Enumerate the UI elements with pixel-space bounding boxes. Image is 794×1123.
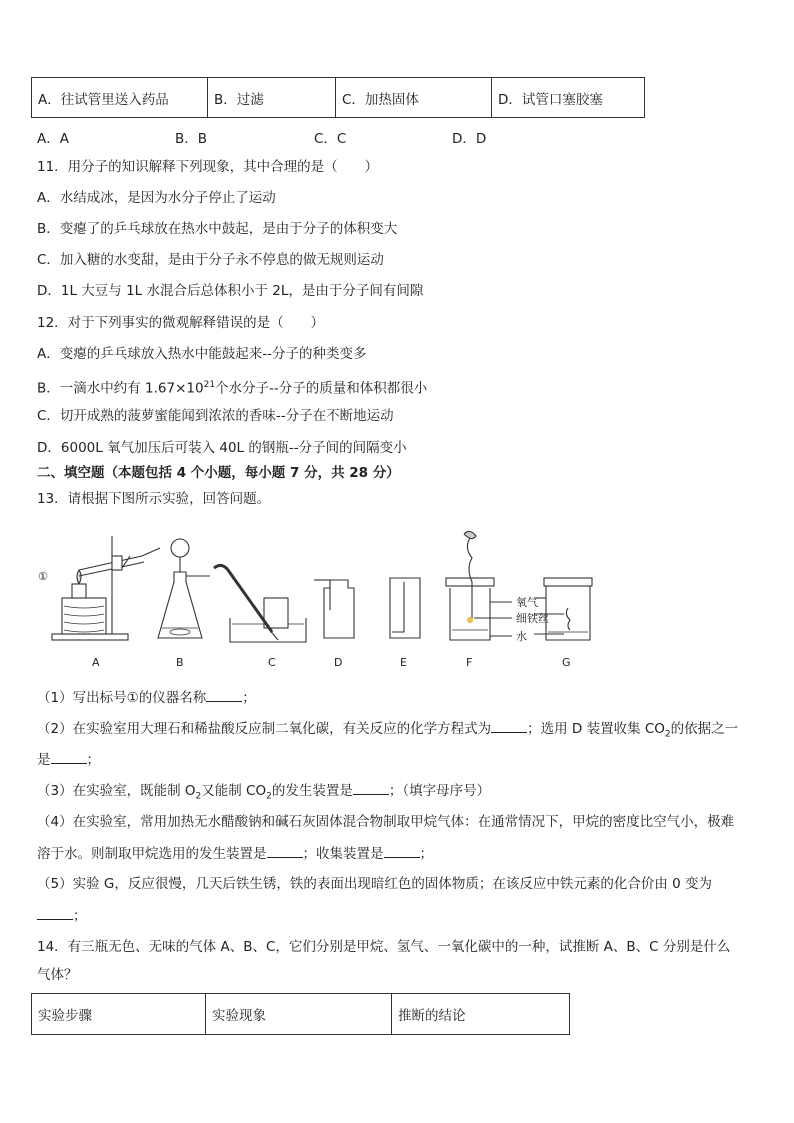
section-heading: 二、填空题（本题包括 4 个小题，每小题 7 分，共 28 分）	[37, 465, 400, 481]
label-b: B	[176, 656, 184, 669]
answer-blank[interactable]	[491, 718, 527, 733]
label-oxygen: 氧气	[516, 596, 538, 609]
q14-stem-cont: 气体？	[37, 967, 78, 983]
q11-stem: 11．用分子的知识解释下列现象，其中合理的是（ ）	[37, 159, 379, 175]
q13-part2-text: （2）在实验室用大理石和稀盐酸反应制二氧化碳，有关反应的化学方程式为	[37, 721, 492, 737]
apparatus-b	[158, 539, 210, 638]
label-f: F	[466, 656, 473, 669]
options-table	[31, 77, 645, 118]
answer-blank[interactable]	[267, 843, 303, 858]
q13-part5-cont	[37, 905, 87, 926]
label-iron-wire: 细铁丝	[516, 612, 549, 625]
answer-blank[interactable]	[353, 780, 389, 795]
answer-blank[interactable]	[384, 843, 420, 858]
q13-part2-text-b: ；选用 D 装置收集 CO	[527, 721, 665, 737]
apparatus-a	[52, 536, 160, 640]
label-a: A	[92, 656, 100, 669]
option-cell-b: B．过滤	[208, 78, 336, 118]
q13-part4-cont	[37, 843, 433, 864]
answer-blank[interactable]	[37, 905, 73, 920]
q11-option-b[interactable]: B．变瘪了的乒乓球放在热水中鼓起，是由于分子的体积变大	[37, 221, 398, 237]
q13-part1	[37, 687, 256, 708]
q13-part2-end: ；	[86, 752, 100, 768]
apparatus-d	[314, 580, 354, 638]
q13-part3-text-b: 又能制 CO	[201, 783, 267, 799]
q12-option-d[interactable]: D．6000L 氧气加压后可装入 40L 的钢瓶--分子间的间隔变小	[37, 440, 407, 456]
experiment-table	[31, 993, 570, 1035]
q13-part5: （5）实验 G，反应很慢，几天后铁生锈，铁的表面出现暗红色的固体物质；在该反应中铁元素的化合价由 0 变为	[37, 876, 713, 892]
option-cell-a: A．往试管里送入药品	[32, 78, 208, 118]
q13-part1-end: ；	[242, 690, 256, 706]
q13-part3-end: ；（填字母序号）	[388, 783, 491, 799]
q13-part2-text-c: 的依据之一	[670, 721, 739, 737]
q11-option-a[interactable]: A．水结成冰，是因为水分子停止了运动	[37, 190, 276, 206]
q13-part4-text-c: ；收集装置是	[302, 846, 384, 862]
q13-part4-text: 溶于水。则制取甲烷选用的发生装置是	[37, 846, 267, 862]
apparatus-figure	[34, 528, 594, 673]
header-conclusion: 推断的结论	[392, 994, 570, 1035]
o2-subscript: 2	[195, 791, 202, 802]
q13-part1-text: （1）写出标号①的仪器名称	[37, 690, 207, 706]
q11-option-d[interactable]: D．1L 大豆与 1L 水混合后总体积小于 2L，是由于分子间有间隙	[37, 283, 424, 299]
answer-blank[interactable]	[51, 749, 87, 764]
apparatus-c	[214, 565, 306, 642]
q13-part3-text-c: 的发生装置是	[271, 783, 353, 799]
q12-b-text-end: 个水分子--分子的质量和体积都很小	[215, 380, 428, 397]
q14-stem: 14．有三瓶无色、无味的气体 A、B、C，它们分别是甲烷、氢气、一氧化碳中的一种，试推断 A、B、C 分别是什么	[37, 939, 731, 955]
q13-part2-text-d: 是	[37, 752, 51, 768]
co2-subscript: 2	[266, 791, 272, 802]
label-e: E	[400, 656, 407, 669]
q12-b-exponent: 21	[203, 380, 216, 390]
q12-option-a[interactable]: A．变瘪的乒乓球放入热水中能鼓起来--分子的种类变多	[37, 346, 367, 362]
choice-a[interactable]: A．A	[37, 131, 69, 147]
q12-stem: 12．对于下列事实的微观解释错误的是（ ）	[37, 315, 325, 331]
q13-part4: （4）在实验室，常用加热无水醋酸钠和碱石灰固体混合物制取甲烷气体：在通常情况下，甲烷的密度比空气小，极难	[37, 814, 735, 830]
q13-part3	[37, 780, 490, 807]
choice-d[interactable]: D．D	[452, 131, 487, 147]
label-g: G	[562, 656, 571, 669]
q13-part5-end: ；	[73, 908, 87, 924]
header-phenomena: 实验现象	[206, 994, 392, 1035]
marker-1: ①	[38, 570, 48, 583]
apparatus-g	[534, 578, 592, 640]
label-water: 水	[516, 630, 527, 643]
apparatus-e	[390, 578, 420, 638]
q12-option-b[interactable]	[37, 375, 427, 399]
q11-option-c[interactable]: C．加入糖的水变甜，是由于分子永不停息的做无规则运动	[37, 252, 384, 268]
header-steps: 实验步骤	[32, 994, 206, 1035]
q12-b-text: B．一滴水中约有 1.67×10	[37, 380, 204, 397]
q13-part4-end: ；	[419, 846, 433, 862]
option-cell-c: C．加热固体	[336, 78, 492, 118]
q13-part2-cont	[37, 749, 100, 770]
choice-c[interactable]: C．C	[314, 131, 347, 147]
label-d: D	[334, 656, 343, 669]
choice-b[interactable]: B．B	[175, 131, 208, 147]
q13-part2	[37, 718, 738, 745]
label-c: C	[268, 656, 276, 669]
co2-subscript: 2	[664, 729, 671, 740]
q13-part3-text: （3）在实验室，既能制 O	[37, 783, 196, 799]
answer-blank[interactable]	[206, 687, 242, 702]
q13-stem: 13．请根据下图所示实验，回答问题。	[37, 491, 271, 507]
q12-option-c[interactable]: C．切开成熟的菠萝蜜能闻到浓浓的香味--分子在不断地运动	[37, 408, 394, 424]
option-cell-d: D．试管口塞胶塞	[492, 78, 645, 118]
apparatus-f	[446, 531, 512, 640]
